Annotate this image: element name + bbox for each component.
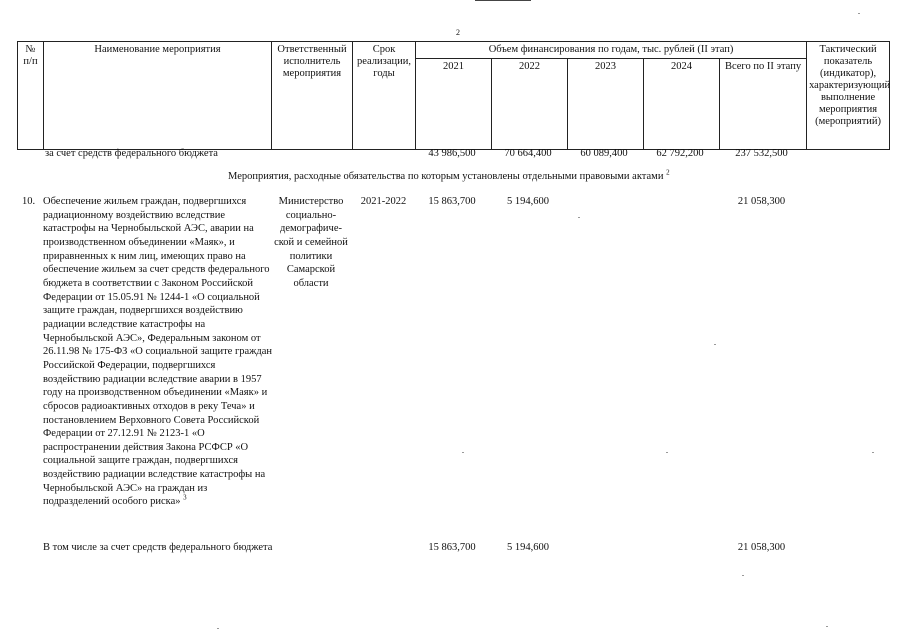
item10-total: 21 058,300	[737, 196, 786, 207]
scan-speck	[462, 452, 464, 453]
federal-2022: 70 664,400	[504, 148, 552, 159]
table-header	[17, 41, 890, 150]
header-num: № п/п	[18, 42, 44, 150]
header-total: Всего по II этапу	[720, 59, 807, 150]
header-year-2023: 2023	[568, 59, 644, 150]
item10-2021: 15 863,700	[428, 196, 476, 207]
item10-description	[43, 195, 273, 509]
header-year-2024: 2024	[644, 59, 720, 150]
header-name: Наименование мероприятия	[44, 42, 272, 150]
item10-2022: 5 194,600	[507, 196, 549, 207]
scan-speck	[826, 626, 828, 627]
federal-2021: 43 986,500	[428, 148, 476, 159]
item10-federal-total: 21 058,300	[737, 542, 786, 553]
federal-2023: 60 089,400	[580, 148, 628, 159]
header-year-2022: 2022	[492, 59, 568, 150]
scan-speck	[217, 628, 219, 629]
scan-speck	[742, 575, 744, 576]
section-title-text: Мероприятия, расходные обязательства по которым установлены отдельными правовыми актами	[228, 171, 664, 182]
item10-period: 2021-2022	[360, 196, 407, 207]
item10-footnote: 3	[183, 493, 187, 502]
page-number: 2	[456, 28, 460, 37]
top-rule	[475, 0, 531, 1]
item10-responsible: Министерство социально-демографиче-ской и семейной политики Самарской области	[274, 196, 348, 289]
scan-speck	[872, 452, 874, 453]
header-period: Срок реализации, годы	[353, 42, 416, 150]
item10-federal-label: В том числе за счет средств федерального бюджета	[43, 542, 273, 553]
federal-row-label: за счет средств федерального бюджета	[45, 148, 218, 159]
header-responsible: Ответственный исполнитель мероприятия	[272, 42, 353, 150]
item10-federal-2022: 5 194,600	[507, 542, 549, 553]
scan-speck	[714, 344, 716, 345]
section-footnote: 2	[666, 168, 670, 177]
scan-speck	[858, 13, 860, 14]
scan-speck	[666, 452, 668, 453]
federal-2024: 62 792,200	[656, 148, 704, 159]
item10-description-text: Обеспечение жильем граждан, подвергшихся радиационному воздействию вследствие катастрофы на Чернобыльской АЭС, аварии на производственном объединении «Маяк», и приравненных к ним лиц, имеющих право на обеспечение жильем за счет средств федерального бюджета в соответствии с Законом Российской Федерации от 15.05.91 № 1244-1 «О социальной защите граждан, подвергшихся воздействию радиации вследствие катастрофы на Чернобыльской АЭС», Федеральным законом от 26.11.98 № 175-ФЗ «О социальной защите граждан Российской Федерации, подвергшихся воздействию радиации вследствие аварии в 1957 году на производственном объединении «Маяк» и сбросов радиоактивных отходов в реку Теча» и постановлением Верховного Совета Российской Федерации от 27.12.91 № 2123-1 «О распространении действия Закона РСФСР «О социальной защите граждан, подвергшихся воздействию радиации вследствие катастрофы на Чернобыльской АЭС» на граждан из подразделений особого риска»	[43, 196, 273, 508]
section-title	[228, 170, 708, 183]
header-funding: Объем финансирования по годам, тыс. рублей (II этап)	[416, 42, 807, 59]
header-year-2021: 2021	[416, 59, 492, 150]
item10-federal-2021: 15 863,700	[428, 542, 476, 553]
item10-num: 10.	[22, 196, 36, 207]
header-indicator: Тактический показатель (индикатор), характеризующий выполнение мероприятия (мероприятий)	[807, 42, 890, 150]
scan-speck	[578, 217, 580, 218]
federal-total: 237 532,500	[735, 148, 788, 159]
